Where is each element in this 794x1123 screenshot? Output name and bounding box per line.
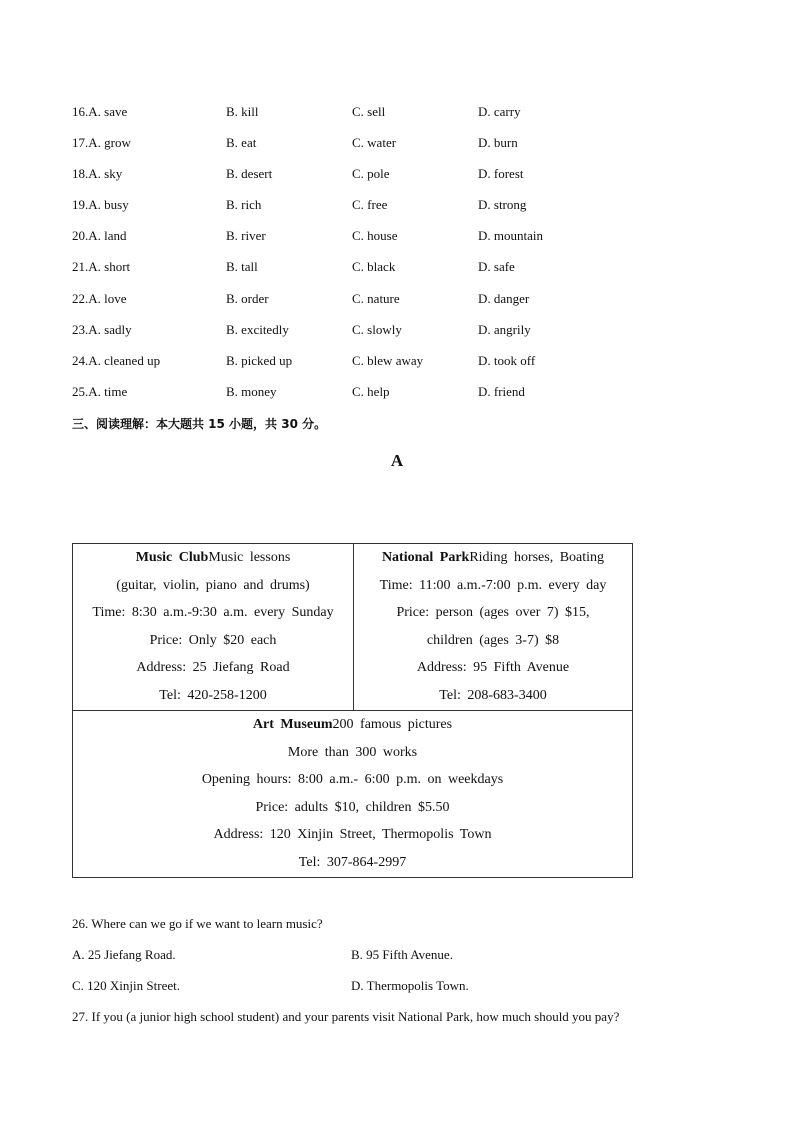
question-26: 26. Where can we go if we want to learn music?: [72, 916, 323, 931]
option-b: B. eat: [226, 135, 257, 151]
option-c: C. pole: [352, 166, 390, 182]
option-d: D. danger: [478, 290, 530, 306]
art-museum-works: More than 300 works: [287, 744, 418, 760]
music-club-name: Music Club: [135, 550, 209, 565]
option-c: C. blew away: [352, 352, 424, 368]
option-row-21: [72, 259, 672, 290]
option-b: B. kill: [226, 104, 259, 119]
question-number: 24.: [72, 352, 89, 368]
option-b: B. order: [226, 290, 269, 306]
option-a: [72, 291, 226, 322]
option-d: D. strong: [478, 197, 527, 213]
music-club-cell: [73, 544, 354, 711]
option-c: C. free: [352, 197, 388, 213]
option-c: C. house: [352, 228, 398, 244]
question-27: 27. If you (a junior high school student) and your parents visit National Park, how much should you pay?: [72, 1009, 620, 1024]
option-a: [72, 353, 226, 384]
answer-options-list: [72, 104, 672, 415]
national-park-tel: Tel: 208-683-3400: [439, 687, 547, 703]
national-park-address: Address: 95 Fifth Avenue: [416, 660, 570, 676]
option-c: C. black: [352, 259, 396, 275]
option-a-text: A. time: [88, 383, 128, 399]
option-a: [72, 322, 226, 353]
option-a: [72, 104, 226, 135]
art-museum-cell: [73, 711, 633, 878]
option-a-text: A. save: [88, 104, 128, 119]
art-museum-tel: Tel: 307-864-2997: [298, 854, 407, 870]
option-d: D. forest: [478, 166, 524, 182]
option-a-text: A. land: [88, 228, 127, 244]
question-number: 20.: [72, 228, 89, 244]
option-d: D. angrily: [478, 321, 531, 337]
option-d: D. burn: [478, 135, 518, 151]
option-row-24: [72, 353, 672, 384]
option-row-23: [72, 322, 672, 353]
music-club-price: Price: Only $20 each: [149, 632, 277, 648]
option-b: B. excitedly: [226, 321, 289, 337]
option-row-25: [72, 384, 672, 415]
option-c: C. slowly: [352, 321, 402, 337]
passage-title: A: [390, 451, 404, 470]
info-table: [72, 543, 633, 878]
option-a: [72, 228, 226, 259]
option-a: [72, 166, 226, 197]
question-number: 21.: [72, 259, 89, 275]
national-park-cell: [354, 544, 633, 711]
q26-option-c: C. 120 Xinjin Street.: [72, 978, 180, 993]
option-c: C. water: [352, 135, 397, 151]
art-museum-address: Address: 120 Xinjin Street, Thermopolis Town: [213, 827, 492, 843]
art-museum-name: Art Museum: [252, 717, 333, 732]
national-park-price: Price: person (ages over 7) $15,: [396, 605, 590, 621]
national-park-desc: Riding horses, Boating: [469, 550, 605, 565]
q26-option-a: A. 25 Jiefang Road.: [72, 947, 176, 962]
question-number: 18.: [72, 166, 89, 182]
option-b: B. tall: [226, 259, 258, 275]
option-row-16: [72, 104, 672, 135]
option-b: B. river: [226, 228, 266, 244]
option-a: [72, 197, 226, 228]
option-row-22: [72, 291, 672, 322]
option-a-text: A. short: [88, 259, 131, 275]
option-d: D. friend: [478, 383, 525, 399]
option-a-text: A. sky: [88, 166, 123, 182]
music-club-desc: Music lessons: [208, 550, 291, 565]
question-number: 25.: [72, 383, 89, 399]
option-a: [72, 135, 226, 166]
question-number: 17.: [72, 135, 89, 151]
national-park-name: National Park: [381, 550, 470, 565]
question-number: 16.: [72, 104, 89, 119]
option-d: D. took off: [478, 352, 536, 368]
national-park-price-children: children (ages 3-7) $8: [426, 632, 560, 648]
option-b: B. rich: [226, 197, 262, 213]
option-d: D. safe: [478, 259, 515, 275]
option-a-text: A. busy: [88, 197, 129, 213]
art-museum-price: Price: adults $10, children $5.50: [255, 799, 450, 815]
option-row-19: [72, 197, 672, 228]
option-b: B. picked up: [226, 352, 293, 368]
option-a-text: A. cleaned up: [88, 352, 161, 368]
music-club-tel: Tel: 420-258-1200: [159, 687, 267, 703]
option-row-17: [72, 135, 672, 166]
national-park-time: Time: 11:00 a.m.-7:00 p.m. every day: [379, 577, 607, 593]
option-a: [72, 384, 226, 415]
option-d: D. mountain: [478, 228, 543, 244]
music-club-time: Time: 8:30 a.m.-9:30 a.m. every Sunday: [92, 605, 334, 621]
question-number: 23.: [72, 321, 89, 337]
option-a-text: A. grow: [88, 135, 131, 151]
option-a-text: A. sadly: [88, 321, 132, 337]
option-c: C. nature: [352, 290, 400, 306]
music-club-address: Address: 25 Jiefang Road: [136, 660, 290, 676]
section-heading: 三、阅读理解：本大题共 15 小题，共 30 分。: [72, 417, 327, 431]
option-b: B. money: [226, 383, 277, 399]
option-row-20: [72, 228, 672, 259]
question-number: 19.: [72, 197, 89, 213]
q26-option-d: D. Thermopolis Town.: [351, 978, 469, 993]
option-row-18: [72, 166, 672, 197]
option-b: B. desert: [226, 166, 273, 182]
option-c: C. help: [352, 383, 390, 399]
art-museum-hours: Opening hours: 8:00 a.m.- 6:00 p.m. on weekdays: [201, 772, 504, 788]
question-number: 22.: [72, 290, 89, 306]
music-club-instruments: (guitar, violin, piano and drums): [116, 577, 310, 593]
option-d: D. carry: [478, 104, 521, 119]
art-museum-desc: 200 famous pictures: [332, 717, 453, 732]
option-a: [72, 259, 226, 290]
q26-option-b: B. 95 Fifth Avenue.: [351, 947, 453, 962]
option-a-text: A. love: [88, 290, 127, 306]
option-c: C. sell: [352, 104, 386, 119]
